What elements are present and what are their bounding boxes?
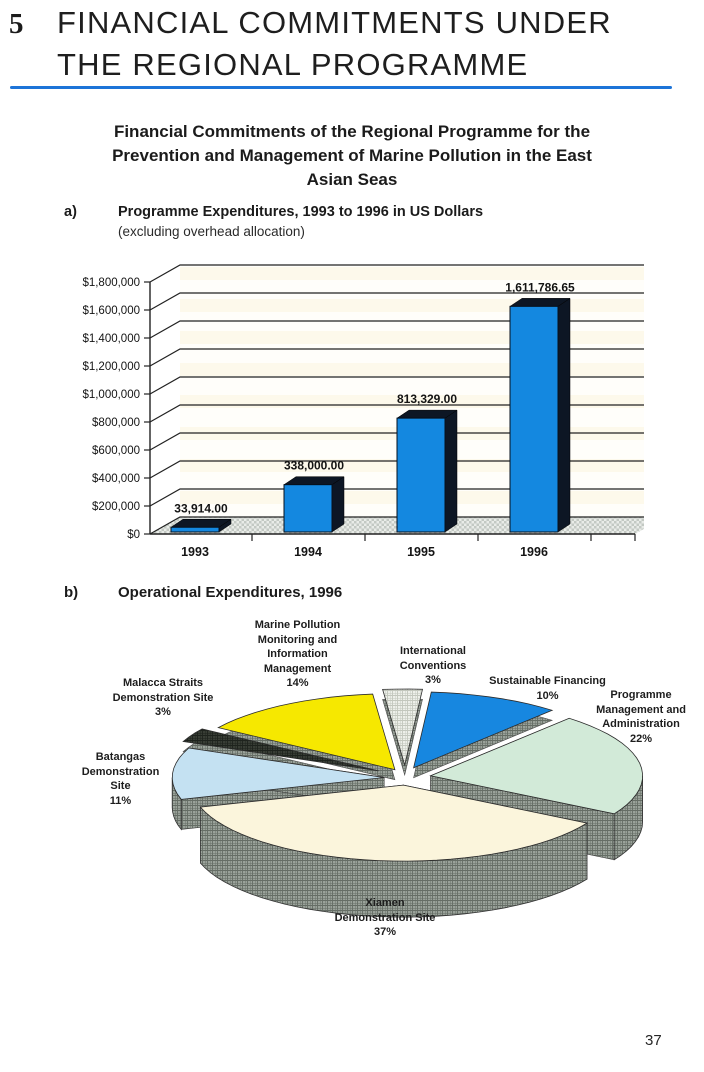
page-title-line1: Financial Commitments of the Regional Programme for the — [113, 122, 591, 141]
chapter-title-line2: THE REGIONAL PROGRAMME — [57, 47, 529, 82]
bar-chart — [64, 256, 644, 578]
section-b-heading: Operational Expenditures, 1996 — [118, 584, 343, 601]
svg-text:1993: 1993 — [181, 545, 209, 559]
pie-slice-label: Batangas Demonstration Site 11% — [81, 751, 160, 807]
pie-slice-label: Marine Pollution Monitoring and Information Management 14% — [254, 619, 341, 689]
pie-slice-label: Sustainable Financing 10% — [489, 675, 606, 702]
section-b-marker: b) — [64, 584, 79, 601]
section-a-note: (excluding overhead allocation) — [118, 224, 305, 239]
svg-text:$0: $0 — [127, 529, 140, 541]
svg-text:$1,600,000: $1,600,000 — [82, 305, 140, 317]
svg-text:$200,000: $200,000 — [92, 501, 140, 513]
pie-slice-label: International Conventions 3% — [399, 645, 467, 686]
svg-text:1996: 1996 — [520, 545, 548, 559]
header-rule — [10, 86, 672, 89]
svg-text:1,611,786.65: 1,611,786.65 — [505, 280, 575, 295]
section-a-heading: Programme Expenditures, 1993 to 1996 in US Dollars — [118, 204, 484, 220]
pie-slice-label: Xiamen Demonstration Site 37% — [334, 897, 436, 938]
page-title-line2: Prevention and Management of Marine Pollution in the East — [112, 146, 592, 165]
svg-text:$1,000,000: $1,000,000 — [82, 389, 140, 401]
svg-text:1994: 1994 — [294, 545, 322, 559]
svg-text:$800,000: $800,000 — [92, 417, 140, 429]
svg-text:$400,000: $400,000 — [92, 473, 140, 485]
svg-text:813,329.00: 813,329.00 — [396, 392, 458, 407]
chapter-title — [57, 2, 612, 86]
svg-text:1995: 1995 — [407, 545, 435, 559]
svg-text:$1,800,000: $1,800,000 — [82, 277, 140, 289]
svg-text:338,000.00: 338,000.00 — [283, 458, 345, 473]
svg-text:33,914.00: 33,914.00 — [174, 501, 228, 516]
section-a-marker: a) — [64, 204, 77, 220]
svg-text:$1,400,000: $1,400,000 — [82, 333, 140, 345]
svg-text:$1,200,000: $1,200,000 — [82, 361, 140, 373]
pie-chart — [0, 598, 704, 970]
page-title — [92, 120, 612, 192]
page-number: 37 — [645, 1032, 662, 1049]
pie-slice-label: Malacca Straits Demonstration Site 3% — [112, 677, 214, 718]
chapter-number: 5 — [9, 8, 24, 40]
chapter-title-line1: FINANCIAL COMMITMENTS UNDER — [57, 5, 612, 40]
svg-text:$600,000: $600,000 — [92, 445, 140, 457]
pie-slice-label: Programme Management and Administration 22% — [596, 689, 686, 745]
page-title-line3: Asian Seas — [306, 170, 398, 189]
